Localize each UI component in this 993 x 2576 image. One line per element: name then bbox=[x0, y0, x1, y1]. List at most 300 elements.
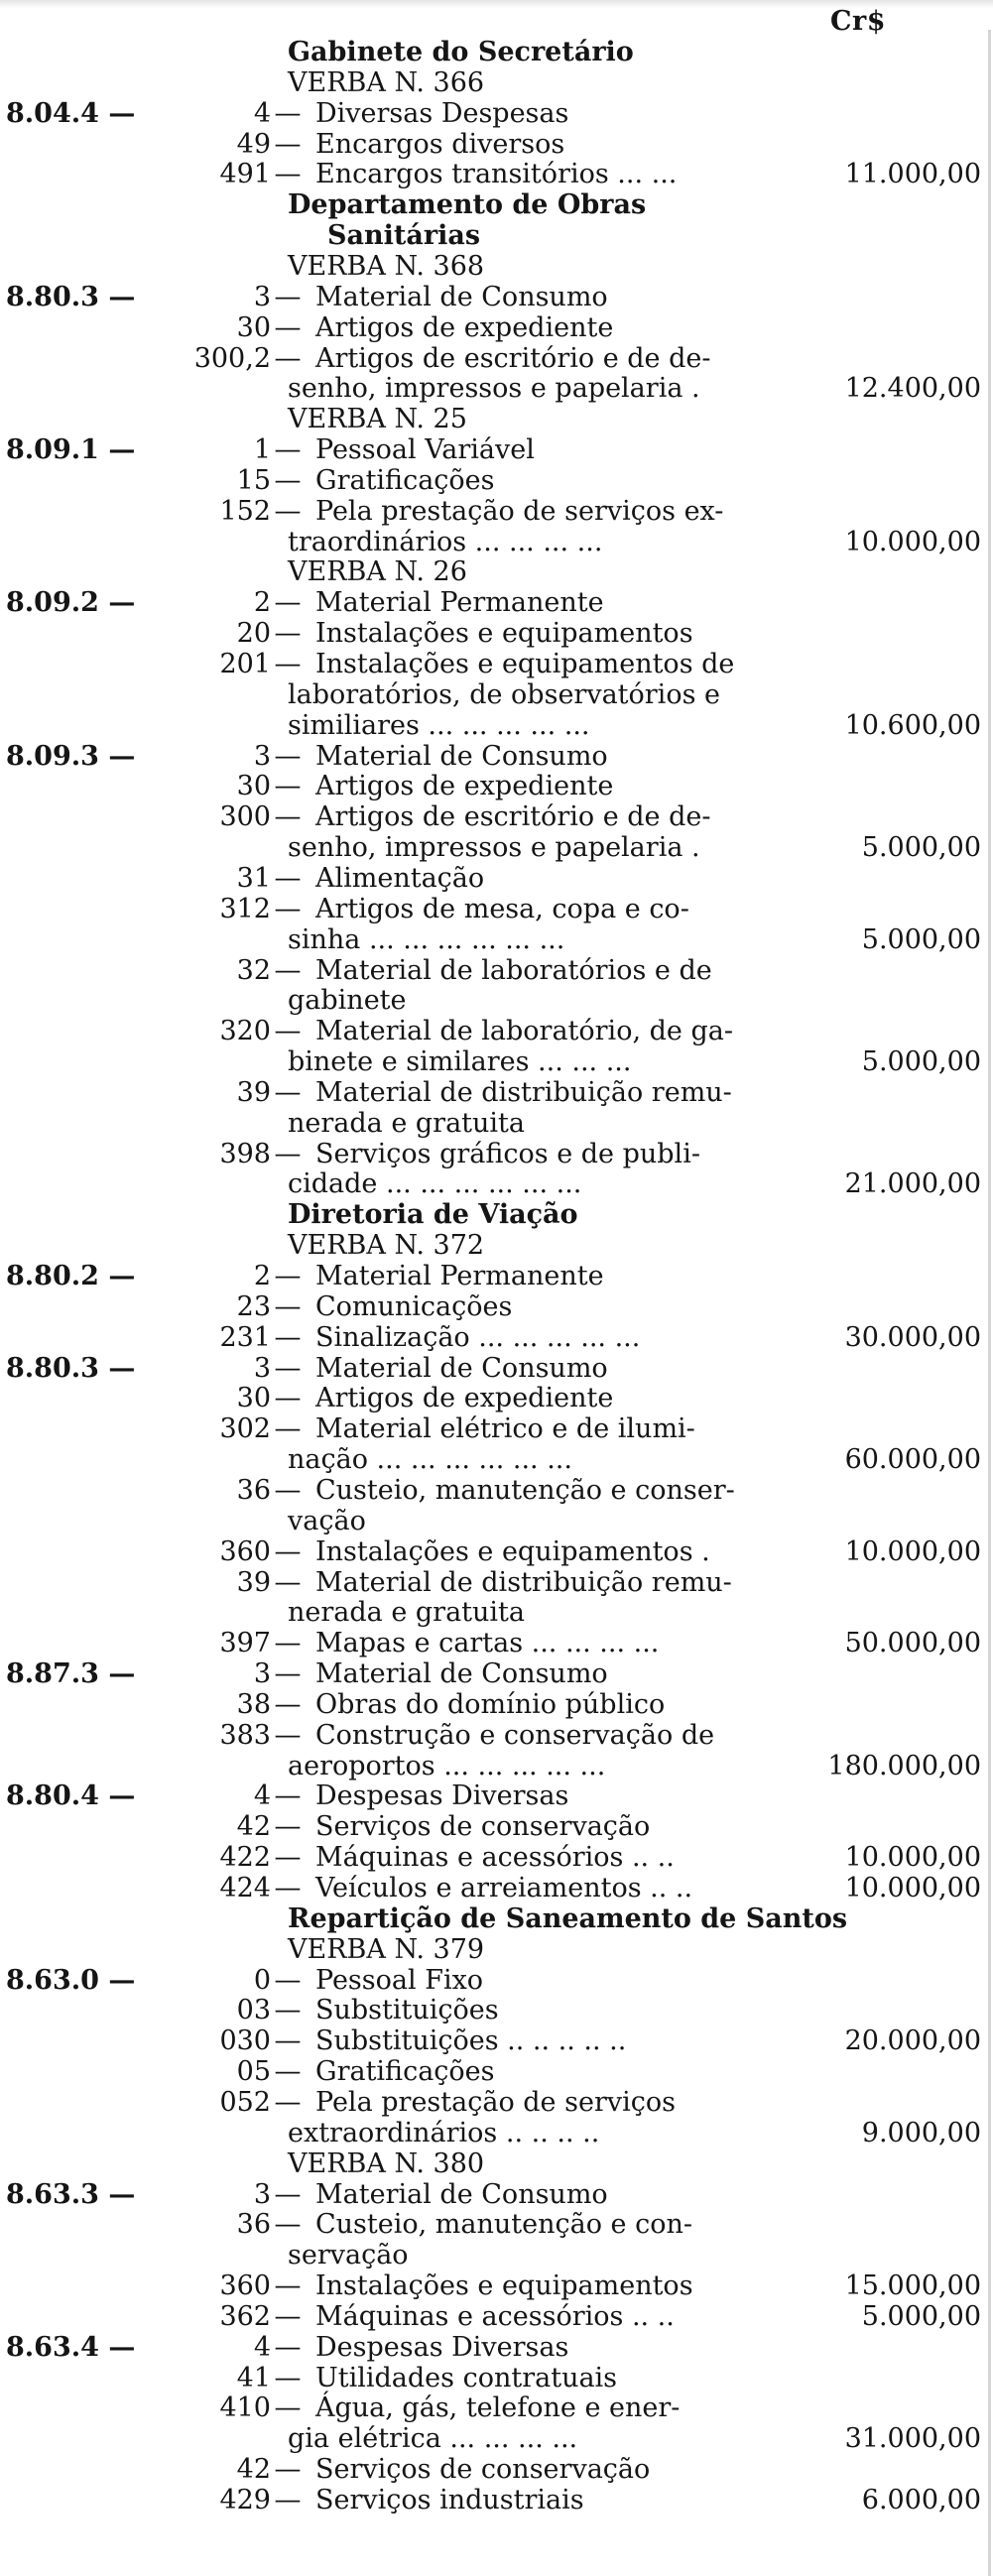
item-description: VERBA N. 380 bbox=[288, 2148, 485, 2179]
item-description: Substituições .. .. .. .. .. bbox=[315, 2025, 627, 2056]
item-description: Comunicações bbox=[315, 1291, 513, 1322]
currency-header: Cr$ bbox=[829, 6, 886, 37]
item-description: senho, impressos e papelaria . bbox=[288, 373, 700, 404]
item-number: 052 bbox=[219, 2087, 271, 2118]
item-number: 36 bbox=[236, 1475, 271, 1506]
item-description: sinha ... ... ... ... ... ... bbox=[288, 924, 565, 955]
budget-line-row bbox=[0, 1292, 993, 1322]
budget-line-row bbox=[0, 2180, 993, 2210]
item-description: Veículos e arreiamentos .. .. bbox=[315, 1873, 693, 1903]
budget-line-row bbox=[0, 2088, 993, 2118]
amount-value: 20.000,00 bbox=[844, 2025, 981, 2056]
item-number: 3 bbox=[253, 741, 271, 772]
separator-dash: — bbox=[274, 2209, 302, 2240]
budget-line-row bbox=[0, 130, 993, 160]
amount-value: 30.000,00 bbox=[844, 1322, 981, 1353]
item-description: Serviços de conservação bbox=[315, 2454, 651, 2485]
budget-line-row bbox=[0, 1414, 993, 1444]
separator-dash: — bbox=[274, 343, 302, 374]
budget-line-row bbox=[0, 1323, 993, 1353]
amount-value: 9.000,00 bbox=[861, 2118, 981, 2148]
separator-dash: — bbox=[274, 1689, 302, 1720]
amount-value: 10.600,00 bbox=[844, 710, 981, 741]
separator-dash: — bbox=[274, 1842, 302, 1873]
classification-code: 8.80.3 — bbox=[6, 1353, 136, 1384]
item-description: Mapas e cartas ... ... ... ... bbox=[315, 1628, 660, 1658]
item-description: Artigos de expediente bbox=[315, 312, 614, 343]
budget-line-row bbox=[0, 986, 993, 1016]
budget-line-row bbox=[0, 497, 993, 527]
separator-dash: — bbox=[274, 741, 302, 772]
budget-line-row bbox=[0, 1384, 993, 1413]
item-number: 360 bbox=[219, 1536, 271, 1567]
budget-line-row bbox=[0, 2424, 993, 2454]
budget-line-row bbox=[0, 1078, 993, 1108]
amount-value: 11.000,00 bbox=[844, 159, 981, 189]
separator-dash: — bbox=[274, 465, 302, 496]
separator-dash: — bbox=[274, 312, 302, 343]
budget-line-row bbox=[0, 2149, 993, 2179]
item-number: 38 bbox=[236, 1689, 271, 1720]
separator-dash: — bbox=[274, 2485, 302, 2515]
item-number: 4 bbox=[253, 2332, 271, 2363]
budget-line-row bbox=[0, 1690, 993, 1720]
amount-value: 5.000,00 bbox=[861, 1046, 981, 1077]
amount-value: 10.000,00 bbox=[844, 1842, 981, 1873]
section-heading-row bbox=[0, 1200, 993, 1230]
separator-dash: — bbox=[274, 1780, 302, 1811]
item-number: 360 bbox=[219, 2270, 271, 2301]
item-description: Água, gás, telefone e ener- bbox=[315, 2392, 681, 2423]
amount-value: 15.000,00 bbox=[844, 2270, 981, 2301]
separator-dash: — bbox=[274, 2025, 302, 2056]
item-description: Artigos de escritório e de de- bbox=[315, 801, 711, 832]
item-description: Encargos transitórios ... ... bbox=[315, 159, 678, 189]
budget-line-row bbox=[0, 588, 993, 618]
separator-dash: — bbox=[274, 2179, 302, 2210]
separator-dash: — bbox=[274, 801, 302, 832]
item-number: 3 bbox=[253, 1353, 271, 1384]
budget-line-row bbox=[0, 2333, 993, 2363]
item-number: 39 bbox=[236, 1567, 271, 1598]
item-description: Material de laboratórios e de bbox=[315, 955, 712, 986]
item-number: 32 bbox=[236, 955, 271, 986]
item-description: Artigos de expediente bbox=[315, 1383, 614, 1413]
classification-code: 8.63.3 — bbox=[6, 2179, 136, 2210]
item-number: 030 bbox=[219, 2025, 271, 2056]
item-description: binete e similares ... ... ... bbox=[288, 1046, 632, 1077]
item-number: 300,2 bbox=[193, 343, 271, 374]
item-number: 42 bbox=[236, 1811, 271, 1842]
amount-value: 5.000,00 bbox=[861, 924, 981, 955]
separator-dash: — bbox=[274, 2454, 302, 2485]
item-number: 152 bbox=[219, 496, 271, 527]
budget-line-row bbox=[0, 528, 993, 557]
item-description: Instalações e equipamentos bbox=[315, 2270, 693, 2301]
item-number: 30 bbox=[236, 771, 271, 801]
budget-line-row bbox=[0, 772, 993, 801]
item-description: Material de Consumo bbox=[315, 1658, 608, 1689]
item-number: 398 bbox=[219, 1139, 271, 1169]
item-description: VERBA N. 26 bbox=[288, 556, 467, 587]
budget-line-row bbox=[0, 956, 993, 986]
section-heading-row bbox=[0, 221, 993, 251]
item-description: Material de Consumo bbox=[315, 2179, 608, 2210]
budget-line-row bbox=[0, 1996, 993, 2025]
item-description: Alimentação bbox=[315, 863, 485, 894]
item-description: cidade ... ... ... ... ... ... bbox=[288, 1168, 582, 1199]
amount-value: 10.000,00 bbox=[844, 1873, 981, 1903]
item-description: laboratórios, de observatórios e bbox=[288, 679, 720, 710]
classification-code: 8.80.3 — bbox=[6, 282, 136, 312]
separator-dash: — bbox=[274, 955, 302, 986]
budget-line-row bbox=[0, 252, 993, 282]
separator-dash: — bbox=[274, 1658, 302, 1689]
separator-dash: — bbox=[274, 1139, 302, 1169]
budget-line-row bbox=[0, 925, 993, 955]
item-description: Pela prestação de serviços bbox=[315, 2087, 676, 2118]
item-number: 2 bbox=[253, 1261, 271, 1291]
budget-line-row bbox=[0, 895, 993, 924]
item-description: Material Permanente bbox=[315, 1261, 604, 1291]
budget-line-row bbox=[0, 2455, 993, 2485]
item-description: VERBA N. 372 bbox=[288, 1230, 485, 1261]
item-description: Despesas Diversas bbox=[315, 1780, 569, 1811]
separator-dash: — bbox=[274, 1383, 302, 1413]
classification-code: 8.09.1 — bbox=[6, 434, 136, 465]
item-number: 424 bbox=[219, 1873, 271, 1903]
separator-dash: — bbox=[274, 2363, 302, 2393]
item-description: vação bbox=[288, 1506, 366, 1536]
item-description: senho, impressos e papelaria . bbox=[288, 832, 700, 863]
budget-line-row bbox=[0, 2057, 993, 2087]
item-description: nação ... ... ... ... ... ... bbox=[288, 1444, 572, 1475]
item-description: similiares ... ... ... ... ... bbox=[288, 710, 590, 741]
section-heading-row bbox=[0, 190, 993, 220]
separator-dash: — bbox=[274, 1995, 302, 2025]
item-description: Construção e conservação de bbox=[315, 1720, 715, 1751]
item-number: 05 bbox=[236, 2056, 271, 2087]
budget-line-row bbox=[0, 680, 993, 710]
item-description: Material de distribuição remu- bbox=[315, 1567, 732, 1598]
budget-line-row bbox=[0, 650, 993, 679]
item-description: nerada e gratuita bbox=[288, 1108, 526, 1139]
item-description: Despesas Diversas bbox=[315, 2332, 569, 2363]
budget-line-row bbox=[0, 1721, 993, 1751]
budget-line-row bbox=[0, 2393, 993, 2423]
separator-dash: — bbox=[274, 1291, 302, 1322]
item-number: 397 bbox=[219, 1628, 271, 1658]
separator-dash: — bbox=[274, 1720, 302, 1751]
item-description: Material de distribuição remu- bbox=[315, 1077, 732, 1108]
item-number: 36 bbox=[236, 2209, 271, 2240]
budget-line-row bbox=[0, 374, 993, 404]
amount-value: 10.000,00 bbox=[844, 1536, 981, 1567]
item-description: Instalações e equipamentos . bbox=[315, 1536, 710, 1567]
classification-code: 8.63.4 — bbox=[6, 2332, 136, 2363]
item-description: Serviços de conservação bbox=[315, 1811, 651, 1842]
item-number: 30 bbox=[236, 1383, 271, 1413]
budget-line-row bbox=[0, 160, 993, 189]
item-number: 410 bbox=[219, 2392, 271, 2423]
separator-dash: — bbox=[274, 2270, 302, 2301]
item-number: 3 bbox=[253, 1658, 271, 1689]
item-number: 49 bbox=[236, 129, 271, 160]
item-number: 201 bbox=[219, 649, 271, 679]
item-number: 4 bbox=[253, 98, 271, 129]
item-description: Custeio, manutenção e conser- bbox=[315, 1475, 735, 1506]
amount-value: 31.000,00 bbox=[844, 2423, 981, 2454]
separator-dash: — bbox=[274, 1536, 302, 1567]
separator-dash: — bbox=[274, 2332, 302, 2363]
item-number: 42 bbox=[236, 2454, 271, 2485]
item-number: 41 bbox=[236, 2363, 271, 2393]
separator-dash: — bbox=[274, 1077, 302, 1108]
separator-dash: — bbox=[274, 2392, 302, 2423]
classification-code: 8.80.4 — bbox=[6, 1780, 136, 1811]
separator-dash: — bbox=[274, 1475, 302, 1506]
item-number: 362 bbox=[219, 2301, 271, 2332]
budget-line-row bbox=[0, 1598, 993, 1628]
item-description: Material de Consumo bbox=[315, 1353, 608, 1384]
separator-dash: — bbox=[274, 894, 302, 924]
budget-line-row bbox=[0, 1935, 993, 1965]
budget-line-row bbox=[0, 313, 993, 343]
budget-line-row bbox=[0, 283, 993, 312]
amount-value: 6.000,00 bbox=[861, 2485, 981, 2515]
budget-line-row bbox=[0, 1109, 993, 1139]
budget-line-row bbox=[0, 1537, 993, 1567]
item-number: 422 bbox=[219, 1842, 271, 1873]
item-description: Sinalização ... ... ... ... ... bbox=[315, 1322, 641, 1353]
item-number: 320 bbox=[219, 1016, 271, 1046]
item-description: Utilidades contratuais bbox=[315, 2363, 618, 2393]
budget-line-row bbox=[0, 711, 993, 741]
item-description: traordinários ... ... ... ... bbox=[288, 527, 603, 557]
item-description: Encargos diversos bbox=[315, 129, 565, 160]
separator-dash: — bbox=[274, 1567, 302, 1598]
item-number: 231 bbox=[219, 1322, 271, 1353]
item-description: Instalações e equipamentos de bbox=[315, 649, 735, 679]
budget-line-row bbox=[0, 1752, 993, 1781]
amount-value: 180.000,00 bbox=[827, 1751, 981, 1781]
item-description: Artigos de escritório e de de- bbox=[315, 343, 711, 374]
item-description: Serviços gráficos e de publi- bbox=[315, 1139, 700, 1169]
budget-line-row bbox=[0, 2486, 993, 2515]
amount-value: 12.400,00 bbox=[844, 373, 981, 404]
amount-value: 5.000,00 bbox=[861, 2301, 981, 2332]
separator-dash: — bbox=[274, 282, 302, 312]
item-number: 383 bbox=[219, 1720, 271, 1751]
item-description: Gratificações bbox=[315, 2056, 495, 2087]
separator-dash: — bbox=[274, 2087, 302, 2118]
budget-line-row bbox=[0, 2364, 993, 2393]
budget-line-row bbox=[0, 1169, 993, 1199]
amount-value: 10.000,00 bbox=[844, 527, 981, 557]
classification-code: 8.87.3 — bbox=[6, 1658, 136, 1689]
separator-dash: — bbox=[274, 587, 302, 618]
item-number: 23 bbox=[236, 1291, 271, 1322]
budget-line-row bbox=[0, 1262, 993, 1291]
separator-dash: — bbox=[274, 1353, 302, 1384]
classification-code: 8.09.2 — bbox=[6, 587, 136, 618]
separator-dash: — bbox=[274, 771, 302, 801]
budget-line-row bbox=[0, 1629, 993, 1658]
item-description: Obras do domínio público bbox=[315, 1689, 666, 1720]
budget-line-row bbox=[0, 2271, 993, 2301]
classification-code: 8.63.0 — bbox=[6, 1965, 136, 1996]
item-number: 31 bbox=[236, 863, 271, 894]
budget-line-row bbox=[0, 99, 993, 129]
budget-line-row bbox=[0, 864, 993, 894]
item-description: Material de laboratório, de ga- bbox=[315, 1016, 733, 1046]
item-description: gia elétrica ... ... ... ... bbox=[288, 2423, 578, 2454]
budget-line-row bbox=[0, 2026, 993, 2056]
budget-line-row bbox=[0, 1966, 993, 1996]
item-description: VERBA N. 25 bbox=[288, 404, 467, 434]
item-description: nerada e gratuita bbox=[288, 1597, 526, 1628]
separator-dash: — bbox=[274, 159, 302, 189]
item-number: 39 bbox=[236, 1077, 271, 1108]
budget-line-row bbox=[0, 1781, 993, 1811]
separator-dash: — bbox=[274, 2056, 302, 2087]
budget-line-row bbox=[0, 1231, 993, 1261]
separator-dash: — bbox=[274, 649, 302, 679]
item-description: extraordinários .. .. .. .. bbox=[288, 2118, 600, 2148]
separator-dash: — bbox=[274, 1873, 302, 1903]
classification-code: 8.04.4 — bbox=[6, 98, 136, 129]
item-description: Gratificações bbox=[315, 465, 495, 496]
budget-line-row bbox=[0, 1874, 993, 1903]
item-number: 03 bbox=[236, 1995, 271, 2025]
amount-value: 60.000,00 bbox=[844, 1444, 981, 1475]
section-title: Departamento de Obras bbox=[288, 189, 647, 220]
budget-line-row bbox=[0, 1568, 993, 1598]
item-description: Material de Consumo bbox=[315, 282, 608, 312]
budget-line-row bbox=[0, 2302, 993, 2332]
budget-line-row bbox=[0, 557, 993, 587]
item-description: Máquinas e acessórios .. .. bbox=[315, 1842, 675, 1873]
item-number: 429 bbox=[219, 2485, 271, 2515]
separator-dash: — bbox=[274, 1261, 302, 1291]
separator-dash: — bbox=[274, 434, 302, 465]
budget-line-row bbox=[0, 833, 993, 863]
budget-line-row bbox=[0, 1843, 993, 1873]
budget-line-row bbox=[0, 1140, 993, 1169]
item-number: 4 bbox=[253, 1780, 271, 1811]
budget-line-row bbox=[0, 1047, 993, 1077]
item-number: 312 bbox=[219, 894, 271, 924]
item-description: VERBA N. 368 bbox=[288, 251, 485, 282]
separator-dash: — bbox=[274, 618, 302, 649]
item-description: Artigos de mesa, copa e co- bbox=[315, 894, 689, 924]
item-description: Custeio, manutenção e con- bbox=[315, 2209, 692, 2240]
section-title: Gabinete do Secretário bbox=[288, 37, 634, 67]
classification-code: 8.80.2 — bbox=[6, 1261, 136, 1291]
separator-dash: — bbox=[274, 1628, 302, 1658]
section-title: Repartição de Saneamento de Santos bbox=[288, 1903, 848, 1934]
item-description: VERBA N. 379 bbox=[288, 1934, 485, 1965]
item-number: 300 bbox=[219, 801, 271, 832]
item-description: VERBA N. 366 bbox=[288, 67, 485, 98]
item-description: Material Permanente bbox=[315, 587, 604, 618]
budget-line-row bbox=[0, 2119, 993, 2148]
separator-dash: — bbox=[274, 863, 302, 894]
section-title: Diretoria de Viação bbox=[288, 1199, 578, 1230]
budget-line-row bbox=[0, 1445, 993, 1475]
budget-line-row bbox=[0, 1507, 993, 1536]
separator-dash: — bbox=[274, 1016, 302, 1046]
item-description: Material elétrico e de ilumi- bbox=[315, 1413, 695, 1444]
separator-dash: — bbox=[274, 98, 302, 129]
budget-line-row bbox=[0, 1659, 993, 1689]
budget-line-row bbox=[0, 2241, 993, 2270]
item-number: 30 bbox=[236, 312, 271, 343]
item-description: Instalações e equipamentos bbox=[315, 618, 693, 649]
budget-line-row bbox=[0, 68, 993, 98]
item-number: 3 bbox=[253, 2179, 271, 2210]
item-description: Material de Consumo bbox=[315, 741, 608, 772]
budget-line-row bbox=[0, 2210, 993, 2240]
amount-value: 5.000,00 bbox=[861, 832, 981, 863]
item-number: 302 bbox=[219, 1413, 271, 1444]
item-number: 1 bbox=[253, 434, 271, 465]
item-description: servação bbox=[288, 2240, 409, 2270]
separator-dash: — bbox=[274, 1965, 302, 1996]
budget-line-row bbox=[0, 1476, 993, 1506]
item-number: 2 bbox=[253, 587, 271, 618]
separator-dash: — bbox=[274, 496, 302, 527]
item-number: 491 bbox=[219, 159, 271, 189]
item-description: Pessoal Fixo bbox=[315, 1965, 484, 1996]
item-description: Substituições bbox=[315, 1995, 499, 2025]
item-number: 20 bbox=[236, 618, 271, 649]
budget-line-row bbox=[0, 802, 993, 832]
section-heading-row bbox=[0, 38, 993, 67]
separator-dash: — bbox=[274, 2301, 302, 2332]
item-description: gabinete bbox=[288, 985, 407, 1016]
budget-line-row bbox=[0, 1017, 993, 1046]
item-description: aeroportos ... ... ... ... ... bbox=[288, 1751, 606, 1781]
budget-line-row bbox=[0, 466, 993, 496]
budget-line-row bbox=[0, 1812, 993, 1842]
item-description: Pessoal Variável bbox=[315, 434, 535, 465]
separator-dash: — bbox=[274, 1322, 302, 1353]
item-number: 15 bbox=[236, 465, 271, 496]
section-heading-row bbox=[0, 1904, 993, 1934]
budget-line-row bbox=[0, 435, 993, 465]
budget-line-row bbox=[0, 1354, 993, 1384]
separator-dash: — bbox=[274, 1413, 302, 1444]
item-number: 0 bbox=[253, 1965, 271, 1996]
budget-line-row bbox=[0, 344, 993, 374]
item-number: 3 bbox=[253, 282, 271, 312]
item-description: Artigos de expediente bbox=[315, 771, 614, 801]
budget-line-row bbox=[0, 405, 993, 434]
budget-line-row bbox=[0, 619, 993, 649]
separator-dash: — bbox=[274, 129, 302, 160]
item-description: Pela prestação de serviços ex- bbox=[315, 496, 724, 527]
amount-value: 50.000,00 bbox=[844, 1628, 981, 1658]
separator-dash: — bbox=[274, 1811, 302, 1842]
item-description: Serviços industriais bbox=[315, 2485, 584, 2515]
budget-line-row bbox=[0, 742, 993, 772]
item-description: Máquinas e acessórios .. .. bbox=[315, 2301, 675, 2332]
item-description: Diversas Despesas bbox=[315, 98, 569, 129]
amount-value: 21.000,00 bbox=[844, 1168, 981, 1199]
section-title: Sanitárias bbox=[327, 220, 481, 251]
classification-code: 8.09.3 — bbox=[6, 741, 136, 772]
